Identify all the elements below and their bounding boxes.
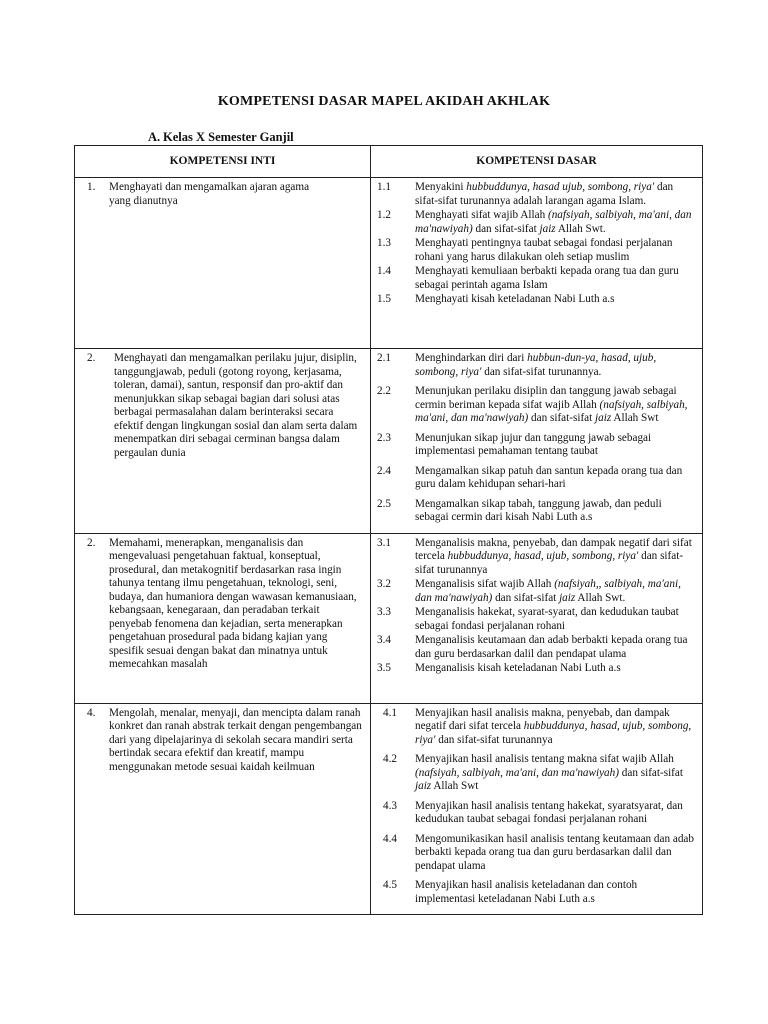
kd-text — [415, 707, 696, 748]
ki-text: Menghayati dan mengamalkan perilaku jujur, disiplin, tanggungjawab, peduli (gotong royong, kerjasama, toleran, damai), santun, responsif dan pro-aktif dan menunjukkan sikap sebagai bagian dari solusi atas berbagai permasalahan dalam berinteraksi secara efektif dengan lingkungan sosial dan alam serta dalam menempatkan diri sebagai cerminan bangsa dalam pergaulan dunia — [114, 352, 358, 459]
kd-number: 3.3 — [377, 606, 391, 618]
kd-number: 2.3 — [377, 431, 391, 444]
kd-number: 3.4 — [377, 634, 391, 646]
table-row — [75, 349, 703, 534]
kd-item — [377, 498, 696, 525]
kd-item — [377, 209, 696, 236]
header-kompetensi-dasar: KOMPETENSI DASAR — [371, 146, 703, 178]
table-row — [75, 533, 703, 703]
kd-number: 2.1 — [377, 352, 391, 364]
kd-text-segment: Menghayati kisah keteladanan Nabi Luth a.s — [415, 293, 615, 305]
kd-text-italic: jaiz — [595, 412, 612, 424]
kd-number: 3.2 — [377, 578, 391, 590]
kd-item — [377, 753, 696, 794]
kd-item — [377, 293, 696, 307]
kd-text-segment: dan sifat-sifat turunannya — [415, 550, 684, 576]
kd-text-segment: Menunjukan perilaku disiplin dan tanggung jawab sebagai cermin beriman kepada sifat wajib Allah — [415, 385, 677, 411]
kd-number: 3.5 — [377, 662, 391, 674]
kd-text-italic: hubbun-dun-ya, hasad, ujub, sombong, riya' — [415, 352, 657, 378]
kd-item — [377, 385, 696, 426]
kd-text — [415, 578, 696, 605]
kd-text — [415, 209, 696, 236]
kd-text — [415, 352, 696, 379]
kd-text-segment: Mengamalkan sikap tabah, tanggung jawab, dan peduli sebagai cermin dari kisah Nabi Luth a.s — [415, 497, 662, 523]
ki-number: 1. — [87, 181, 96, 193]
kd-list — [377, 537, 696, 676]
kd-text — [415, 800, 696, 827]
kd-cell — [371, 703, 703, 915]
kd-text — [415, 879, 696, 906]
kd-number: 1.4 — [377, 265, 391, 277]
kd-text-italic: hubbuddunya, hasad, ujub, sombong, riya' — [447, 550, 639, 562]
kd-text-italic: (nafsiyah, salbiyah, ma'ani, dan ma'nawiyah) — [415, 209, 692, 235]
kd-text-segment: Allah Swt. — [555, 222, 606, 235]
kd-number: 4.1 — [383, 706, 397, 719]
table-row — [75, 703, 703, 915]
kd-text-segment: Mengomunikasikan hasil analisis tentang keutamaan dan adab berbakti kepada orang tua dan guru berdasarkan dalil dan pendapat ulama — [415, 832, 694, 872]
ki-cell — [75, 703, 371, 915]
kd-text-segment: Menyajikan hasil analisis makna, penyebab, dan dampak negatif dari sifat tercela — [415, 706, 670, 732]
kd-cell — [371, 349, 703, 534]
kd-text-segment: Menghayati kemuliaan berbakti kepada orang tua dan guru sebagai perintah agama Islam — [415, 265, 679, 291]
kd-number: 3.1 — [377, 536, 391, 549]
kd-text-segment: Allah Swt — [611, 412, 659, 424]
kd-number: 1.3 — [377, 237, 391, 249]
kd-item — [377, 265, 696, 292]
kd-text-segment: Allah Swt — [431, 780, 479, 792]
kd-text-segment: dan sifat-sifat — [492, 591, 560, 604]
kd-text-segment: Menyajikan hasil analisis tentang makna sifat wajib Allah — [415, 753, 674, 765]
kd-number: 2.5 — [377, 497, 391, 510]
kd-item — [377, 800, 696, 827]
kd-text-segment: dan sifat-sifat — [472, 222, 540, 235]
header-kompetensi-inti: KOMPETENSI INTI — [75, 146, 371, 178]
kd-text-segment: dan sifat-sifat turunannya adalah larangan agama Islam. — [415, 181, 674, 207]
kd-text-italic: (nafsiyah, salbiyah, ma'ani, dan ma'nawiyah) — [415, 766, 619, 779]
section-heading — [148, 130, 294, 145]
table-row — [75, 178, 703, 349]
kd-text-segment: Menyakini — [415, 181, 467, 193]
ki-entry — [81, 537, 364, 672]
kd-text-segment: dan sifat-sifat turunannya — [435, 733, 553, 746]
kd-text-segment: Menganalisis keutamaan dan adab berbakti kepada orang tua dan guru berdasarkan dalil dan pendapat ulama — [415, 634, 688, 660]
kd-text-segment: Mengamalkan sikap patuh dan santun kepada orang tua dan guru dalam kehidupan sehari-hari — [415, 464, 683, 490]
section-letter: A. — [148, 130, 161, 144]
ki-text: Menghayati dan mengamalkan ajaran agama yang dianutnya — [109, 181, 310, 207]
kd-number: 4.4 — [383, 832, 397, 845]
kd-text-segment: Menunjukan sikap jujur dan tanggung jawab sebagai implementasi pemahaman tentang taubat — [415, 431, 652, 457]
kd-item — [377, 879, 696, 906]
ki-cell — [75, 178, 371, 349]
kd-text — [415, 265, 696, 292]
kd-text-segment: Menganalisis kisah keteladanan Nabi Luth a.s — [415, 662, 621, 674]
kd-text-italic: jaiz — [415, 780, 432, 792]
kd-item — [377, 465, 696, 492]
kd-text-segment: Menganalisis hakekat, syarat-syarat, dan kedudukan taubat sebagai fondasi perjalanan rohani — [415, 606, 679, 632]
kd-text — [415, 662, 696, 676]
kd-text-segment: dan sifat-sifat — [618, 766, 683, 779]
kd-text — [415, 753, 696, 794]
kd-text-segment: Menghindarkan diri dari — [415, 352, 528, 364]
kd-list — [377, 352, 696, 525]
kd-text-segment: dan sifat-sifat — [528, 412, 596, 424]
kd-text-segment: Menyajikan hasil analisis keteladanan dan contoh implementasi keteladanan Nabi Luth a.s — [415, 879, 638, 905]
kd-text-segment: Allah Swt. — [575, 591, 626, 604]
kd-number: 2.4 — [377, 464, 391, 477]
kd-text-italic: (nafsiyah,, salbiyah, ma'ani, dan ma'nawiyah) — [415, 578, 681, 604]
kd-item — [377, 352, 696, 379]
kd-text — [415, 498, 696, 525]
kd-number: 1.1 — [377, 181, 391, 193]
kd-number: 1.2 — [377, 209, 391, 221]
kd-item — [377, 237, 696, 264]
kd-cell — [371, 178, 703, 349]
kd-text-segment: Menghayati pentingnya taubat sebagai fondasi perjalanan rohani yang harus dilakukan oleh setiap muslim — [415, 237, 673, 263]
kd-item — [377, 432, 696, 459]
kd-text — [415, 237, 696, 264]
kd-item — [377, 181, 696, 208]
ki-number: 4. — [87, 706, 96, 719]
kd-number: 4.2 — [383, 753, 397, 765]
ki-text: Mengolah, menalar, menyaji, dan mencipta dalam ranah konkret dan ranah abstrak terkait dengan pengembangan dari yang dipelajarinya di sekolah secara mandiri serta bertindak secara efektif dan kreatif, mampu menggunakan metode sesuai kaidah keilmuan — [109, 706, 362, 773]
kd-text — [415, 181, 696, 208]
ki-text: Memahami, menerapkan, menganalisis dan mengevaluasi pengetahuan faktual, konseptual, prosedural, dan metakognitif berdasarkan rasa ingin tahunya tentang ilmu pengetahuan, teknologi, seni, budaya, dan humaniora dengan wawasan kemanusiaan, kebangsaan, kenegaraan, dan peradaban terkait penyebab fenomena dan kejadian, serta menerapkan pengetahuan prosedural pada bidang kajian yang spesifik sesuai dengan bakat dan minatnya untuk memecahkan masalah — [109, 536, 357, 670]
kd-text-italic: jaiz — [539, 222, 556, 235]
kd-text — [415, 634, 696, 661]
kd-item — [377, 833, 696, 874]
kd-item — [377, 537, 696, 578]
kd-text — [415, 465, 696, 492]
kd-item — [377, 578, 696, 605]
ki-entry — [81, 181, 364, 208]
ki-number: 2. — [87, 536, 96, 549]
kd-text-segment: Menganalisis sifat wajib Allah — [415, 578, 555, 590]
kd-number: 1.5 — [377, 293, 391, 305]
kd-item — [377, 707, 696, 748]
kd-number: 4.3 — [383, 799, 397, 812]
ki-entry — [81, 707, 364, 775]
kd-text — [415, 833, 696, 874]
kd-cell — [371, 533, 703, 703]
kd-text — [415, 606, 696, 633]
ki-entry — [81, 352, 364, 460]
kd-item — [377, 662, 696, 676]
ki-number: 2. — [87, 352, 96, 364]
table-header-row — [75, 146, 703, 178]
kd-text-italic: (nafsiyah, salbiyah, ma'ani, dan ma'nawiyah) — [415, 398, 688, 424]
kd-text — [415, 293, 696, 307]
kd-text-segment: Menghayati sifat wajib Allah — [415, 209, 548, 221]
kd-list — [377, 181, 696, 307]
kd-number: 2.2 — [377, 385, 391, 397]
kd-text — [415, 385, 696, 426]
kd-item — [377, 634, 696, 661]
kd-text-segment: Menyajikan hasil analisis tentang hakekat, syaratsyarat, dan kedudukan taubat sebagai fondasi perjalanan rohani — [415, 799, 683, 825]
kd-item — [377, 606, 696, 633]
page-title: KOMPETENSI DASAR MAPEL AKIDAH AKHLAK — [217, 94, 551, 109]
ki-cell — [75, 533, 371, 703]
section-label: Kelas X Semester Ganjil — [163, 130, 294, 144]
kd-list — [377, 707, 696, 907]
kd-text-italic: hubbuddunya, hasad, ujub, sombong, riya' — [415, 720, 692, 746]
kd-text-italic: jaiz — [559, 591, 576, 604]
kd-text-italic: hubbuddunya, hasad ujub, sombong, riya' — [466, 181, 655, 193]
kd-text-segment: dan sifat-sifat turunannya. — [481, 365, 602, 378]
competency-table — [74, 145, 703, 915]
kd-number: 4.5 — [383, 879, 397, 891]
kd-text — [415, 432, 696, 459]
ki-cell — [75, 349, 371, 534]
kd-text-segment: Menganalisis makna, penyebab, dan dampak negatif dari sifat tercela — [415, 536, 692, 562]
kd-text — [415, 537, 696, 578]
